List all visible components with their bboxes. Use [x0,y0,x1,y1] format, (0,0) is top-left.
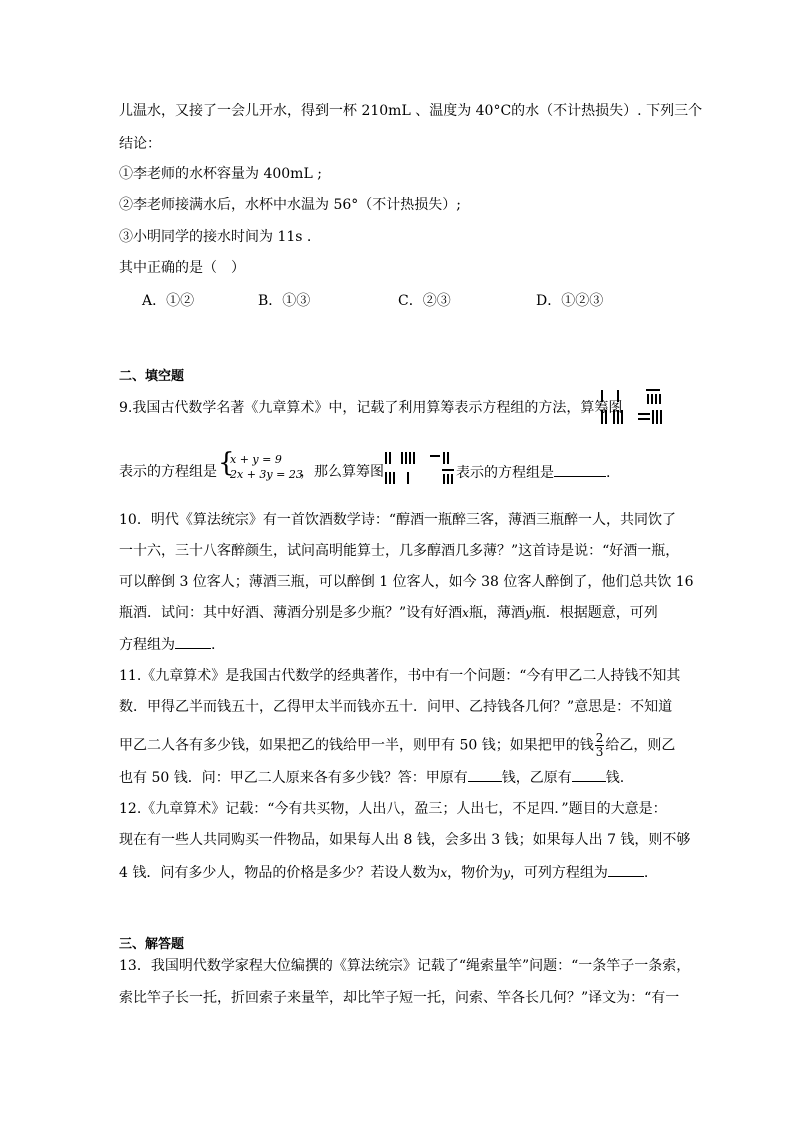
q10-line1: 10．明代《算法统宗》有一首饮酒数学诗：“醇酒一瓶醉三客，薄酒三瓶醉一人，共同饮了 [119,512,676,528]
q10-answer-blank[interactable] [175,634,211,649]
q10-line4: 瓶酒．试问：其中好酒、薄酒分别是多少瓶？”设有好酒x瓶，薄酒y瓶．根据题意，可列 [119,605,658,621]
q10-line2: 一十六，三十八客醉颜生，试问高明能算士，几多醇酒几多薄？”这首诗是说：“好酒一瓶， [119,543,680,559]
q12-line1: 12.《九章算术》记载：“今有共买物，人出八，盈三；人出七，不足四．”题目的大意是： [119,801,667,817]
var-y: y [503,866,510,880]
counting-rods-figure-2 [384,450,456,486]
q8-option-c[interactable]: C．②③ [398,293,451,309]
section-title-fill-in: 二、填空题 [119,369,185,384]
q9-text-part2: 表示的方程组是 [119,464,217,480]
q13-line2: 索比竿子长一托，折回索子来量竿，却比竿子短一托，问索、竿各长几何？”译文为：“有一 [119,990,680,1006]
var-y: y [524,606,532,620]
section-title-solve: 三、解答题 [119,937,185,952]
q11-line2: 数．甲得乙半而钱五十，乙得甲太半而钱亦五十．问甲、乙持钱各几何？”意思是：不知道 [119,699,673,715]
q8-option-b[interactable]: B．①③ [258,293,311,309]
var-x: x [462,606,469,620]
q9-equation-1: x + y = 9 [230,453,282,466]
q9-text-part3: ，那么算筹图 [300,464,384,480]
counting-rods-figure-1 [598,388,662,428]
q8-conclusion-2: ②李老师接满水后，水杯中水温为 56°（不计热损失）; [119,197,461,213]
q11-line4: 也有 50 钱．问：甲乙二人原来各有多少钱？答：甲原有 钱，乙原有 钱. [119,767,624,788]
q9-equation-2: 2x + 3y = 23 [230,468,303,481]
q11-answer-blank-yi[interactable] [572,767,606,782]
q8-text-line2: 结论： [119,136,161,152]
q9-answer-blank[interactable] [554,462,606,477]
q13-line1: 13．我国明代数学家程大位编撰的《算法统宗》记载了“绳索量竿”问题：“一条竿子一条索， [119,958,691,974]
q9-equation-system [230,452,303,482]
q8-conclusion-1: ①李老师的水杯容量为 400mL ; [119,166,322,182]
q8-option-d[interactable]: D．①②③ [536,293,604,309]
q8-conclusion-3: ③小明同学的接水时间为 11s . [119,229,312,245]
var-x: x [440,866,448,880]
q11-answer-blank-jia[interactable] [468,767,502,782]
q8-text-line1: 儿温水，又接了一会儿开水，得到一杯 210mL 、温度为 40°C的水（不计热损失）. 下列三个 [119,103,703,119]
q9-system-brace: { [218,448,235,478]
q12-line2: 现在有一些人共同购买一件物品，如果每人出 8 钱，会多出 3 钱；如果每人出 7 钱，则不够 [119,832,691,848]
q8-option-a[interactable]: A．①② [142,293,195,309]
fraction-two-thirds: $\frac{2}{3}$ [595,731,604,759]
q12-answer-blank[interactable] [608,862,644,877]
q10-line5: 方程组为 . [119,634,215,655]
q11-line3: 甲乙二人各有多少钱，如果把乙的钱给甲一半，则甲有 50 钱；如果把甲的钱 $\frac{2}{3}$ 给乙，则乙 [119,731,676,759]
q9-text-part4: 表示的方程组是 . [456,462,610,483]
q10-line3: 可以醉倒 3 位客人；薄酒三瓶，可以醉倒 1 位客人，如今 38 位客人醉倒了，他们总共饮 16 [119,574,694,590]
q8-ask: 其中正确的是（ ） [119,260,245,276]
q11-line1: 11.《九章算术》是我国古代数学的经典著作，书中有一个问题：“今有甲乙二人持钱不知其 [119,668,681,684]
q12-line3: 4 钱．问有多少人，物品的价格是多少？若设人数为x，物价为y，可列方程组为 . [119,862,648,883]
q9-text-part1: 9.我国古代数学名著《九章算术》中，记载了利用算筹表示方程组的方法，算筹图 [119,400,623,416]
